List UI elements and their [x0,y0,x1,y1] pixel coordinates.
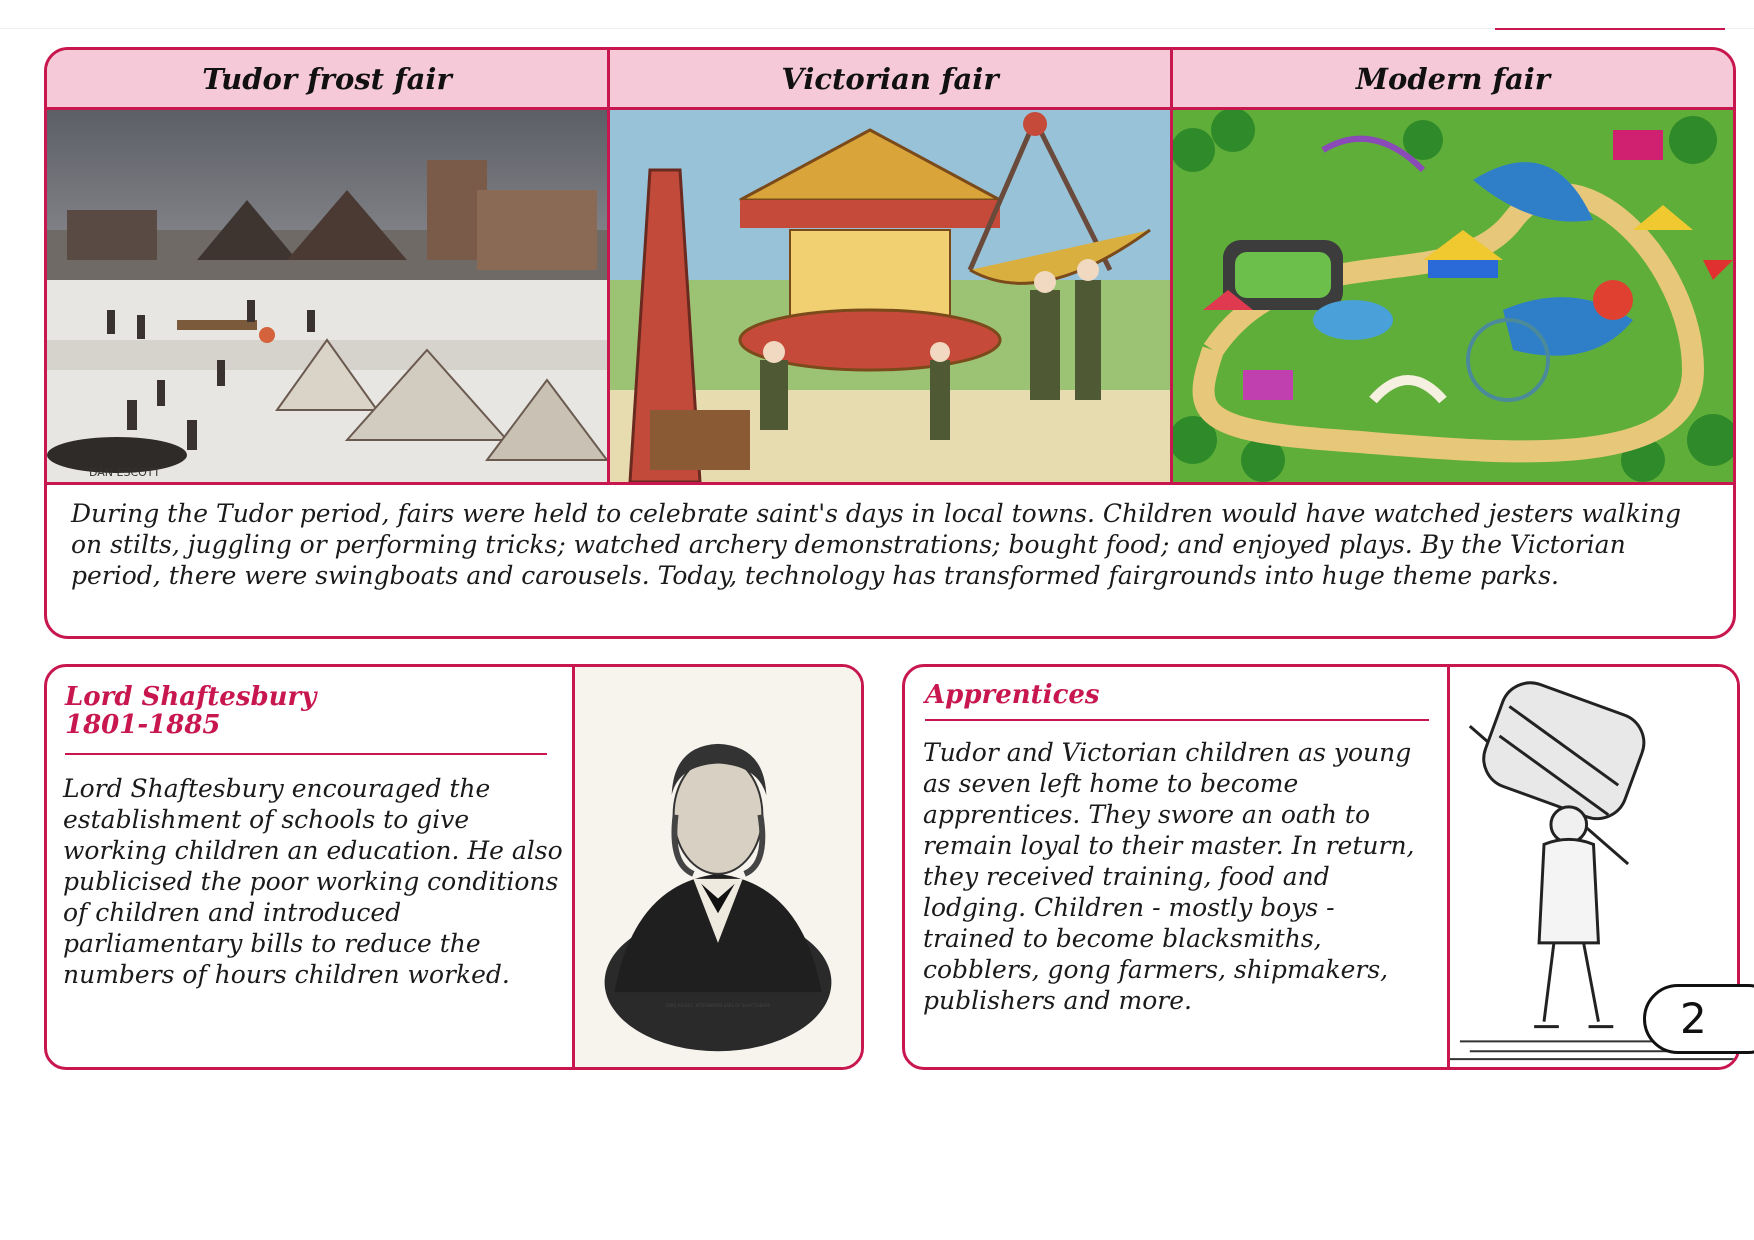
header-modern-fair: Modern fair [1355,61,1551,96]
portrait-caption: LORD ASHLEY, AFTERWARDS EARL OF SHAFTESBURY. [665,1002,771,1008]
top-accent-line [1495,28,1725,30]
header-victorian-fair: Victorian fair [610,50,1173,107]
tudor-frost-fair-image [47,110,610,482]
fair-headers [47,50,1733,107]
apprentices-title: Apprentices [925,680,1100,710]
victorian-fair-image [610,110,1173,482]
fairs-panel [44,47,1736,639]
apprentices-body: Tudor and Victorian children as young as seven left home to become apprentices. They swore an oath to remain loyal to their master. In return, they received training, food and lodging. Children - mostly boys - trained to become blacksmiths, cobblers, gong farmers, shipmakers, publishers and more. [923,738,1415,1015]
shaftesbury-card [44,664,864,1070]
shaftesbury-portrait [572,667,861,1067]
shaftesbury-name: Lord Shaftesbury [65,682,317,712]
page-number-badge: 2 [1643,984,1754,1054]
apprentices-card [902,664,1740,1070]
tudor-image-signature: DAN ESCOTT [89,466,161,479]
top-divider [0,28,1754,29]
fair-images [47,110,1733,482]
shaftesbury-body: Lord Shaftesbury encouraged the establishment of schools to give working children an education. He also publicised the poor working conditions of children and introduced parliamentary bills to reduce the numbers of hours children worked. [63,774,563,989]
shaftesbury-title-rule [65,753,547,755]
shaftesbury-title [65,683,316,739]
shaftesbury-dates: 1801-1885 [65,710,221,740]
header-tudor-frost-fair: Tudor frost fair [47,50,610,107]
modern-fair-image [1173,110,1733,482]
fairs-description: During the Tudor period, fairs were held to celebrate saint's days in local towns. Children would have watched jesters walking on stilts, juggling or performing tricks; watched archery demonstrations; bought food; and enjoyed plays. By the Victorian period, there were swingboats and carousels. Today, technology has transformed fairgrounds into huge theme parks. [71,499,1682,590]
image-divider [47,482,1733,485]
apprentices-title-rule [925,719,1429,721]
